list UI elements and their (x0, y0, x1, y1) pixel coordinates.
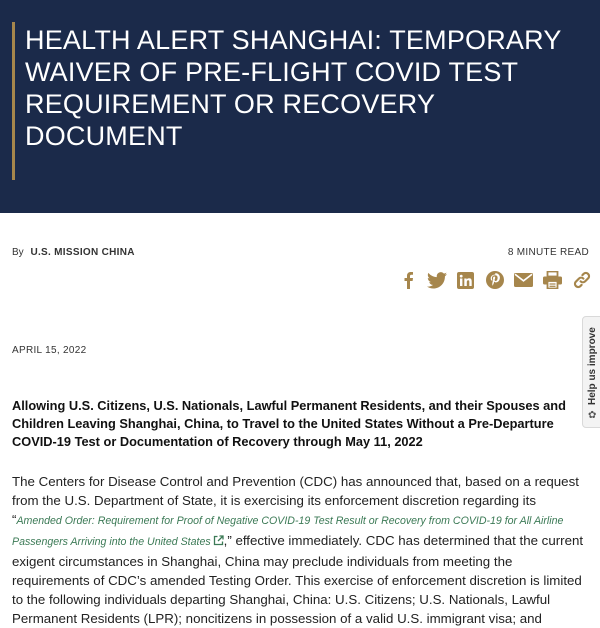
linkedin-icon[interactable] (455, 270, 476, 290)
lead-paragraph: Allowing U.S. Citizens, U.S. Nationals, Lawful Permanent Residents, and their Spouses and Children Leaving Shanghai, China, to Travel to the United States Without a Pre-Departure COVID-19 Test or Documentation of Recovery through May 11, 2022 (12, 398, 566, 449)
byline (12, 247, 135, 258)
author-name: U.S. MISSION CHINA (30, 247, 135, 258)
body-text-part2: ,” effective immediately. CDC has determined that the current exigent circumstances in Shanghai, China may preclude individuals from meeting the requirements of CDC’s amended Testing Order. This exercise of enforcement discretion is limited to the following individuals departing Shanghai, China: U.S. Citizens; U.S. Nationals, Lawful Permanent Residents (LPR); noncitizens in possession of a valid U.S. immigrant visa; and (12, 533, 584, 626)
pinterest-icon[interactable] (484, 270, 505, 290)
title-accent-bar (12, 22, 15, 180)
email-icon[interactable] (513, 270, 534, 290)
page-header (0, 0, 600, 213)
link-icon[interactable] (571, 270, 592, 290)
feedback-tab-label: Help us improve (587, 327, 598, 405)
print-icon[interactable] (542, 270, 563, 290)
read-time: 8 MINUTE READ (507, 247, 589, 258)
body-paragraph (12, 472, 586, 628)
publish-date: APRIL 15, 2022 (12, 345, 87, 356)
twitter-icon[interactable] (426, 270, 447, 290)
facebook-icon[interactable] (397, 270, 418, 290)
page-title: HEALTH ALERT SHANGHAI: TEMPORARY WAIVER OF PRE-FLIGHT COVID TEST REQUIREMENT OR RECOVERY DOCUMENT (25, 25, 562, 151)
body-text-part1: The Centers for Disease Control and Prevention (CDC) has announced that, based on a request from the U.S. Department of State, it is exercising its enforcement discretion regarding its “ (12, 474, 579, 527)
external-link-icon (213, 532, 224, 551)
share-toolbar (397, 270, 592, 290)
amended-order-link[interactable]: Amended Order: Requirement for Proof of Negative COVID-19 Test Result or Recovery from COVID-19 for All Airline Passengers Arriving into the United States (12, 515, 564, 548)
byline-prefix: By (12, 247, 24, 258)
feedback-icon: ✿ (588, 410, 597, 421)
